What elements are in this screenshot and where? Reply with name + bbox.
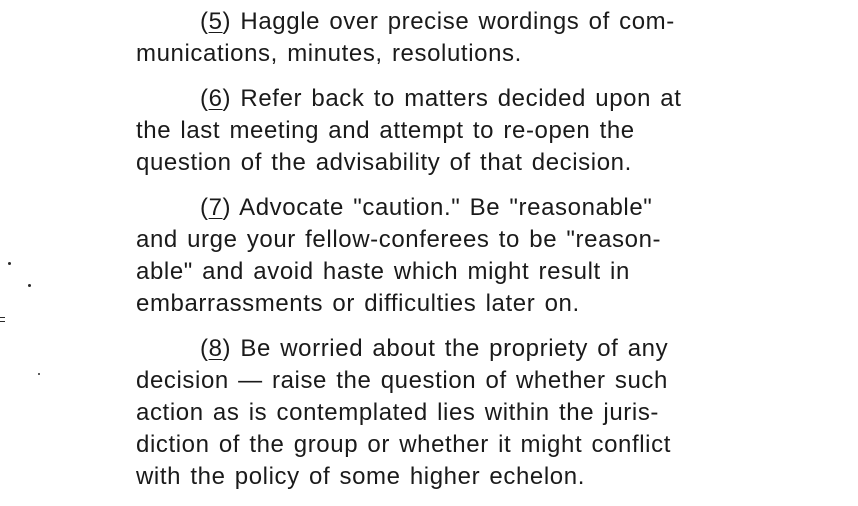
paragraph-7 [136,192,806,320]
paragraph-line: (8) Be worried about the propriety of any [200,335,669,362]
line-text: Be worried about the propriety of any [240,335,669,362]
paragraph-line: the last meeting and attempt to re-open the [136,117,635,144]
text-column [136,6,806,506]
paragraph-line: and urge your fellow-conferees to be "reason- [136,226,662,253]
paragraph-number: 7 [208,194,223,221]
scan-mark [0,321,5,322]
paragraph-line: (6) Refer back to matters decided upon at [200,85,682,112]
paragraph-line: embarrassments or difficulties later on. [136,290,580,317]
paragraph-line: (7) Advocate "caution." Be "reasonable" [200,194,653,221]
line-text: Haggle over precise wordings of com- [240,8,675,35]
paragraph-line: action as is contemplated lies within the juris- [136,399,660,426]
paragraph-line: (5) Haggle over precise wordings of com- [200,8,675,35]
paragraph-line: decision — raise the question of whether such [136,367,668,394]
paragraph-6 [136,83,806,179]
paragraph-number: 6 [208,85,223,112]
paragraph-number: 5 [208,8,223,35]
line-text: Advocate "caution." Be "reasonable" [239,194,653,221]
paragraph-line: question of the advisability of that decision. [136,149,632,176]
paragraph-line: munications, minutes, resolutions. [136,40,522,67]
scan-speck [8,262,11,265]
scan-speck [28,284,31,287]
paragraph-line: with the policy of some higher echelon. [136,463,585,490]
line-text: Refer back to matters decided upon at [240,85,682,112]
scan-mark [0,317,5,318]
paragraph-5 [136,6,806,70]
paragraph-8 [136,333,806,493]
paragraph-number: 8 [208,335,223,362]
scan-speck [38,373,40,375]
paragraph-line: able" and avoid haste which might result in [136,258,630,285]
paragraph-line: diction of the group or whether it might conflict [136,431,671,458]
